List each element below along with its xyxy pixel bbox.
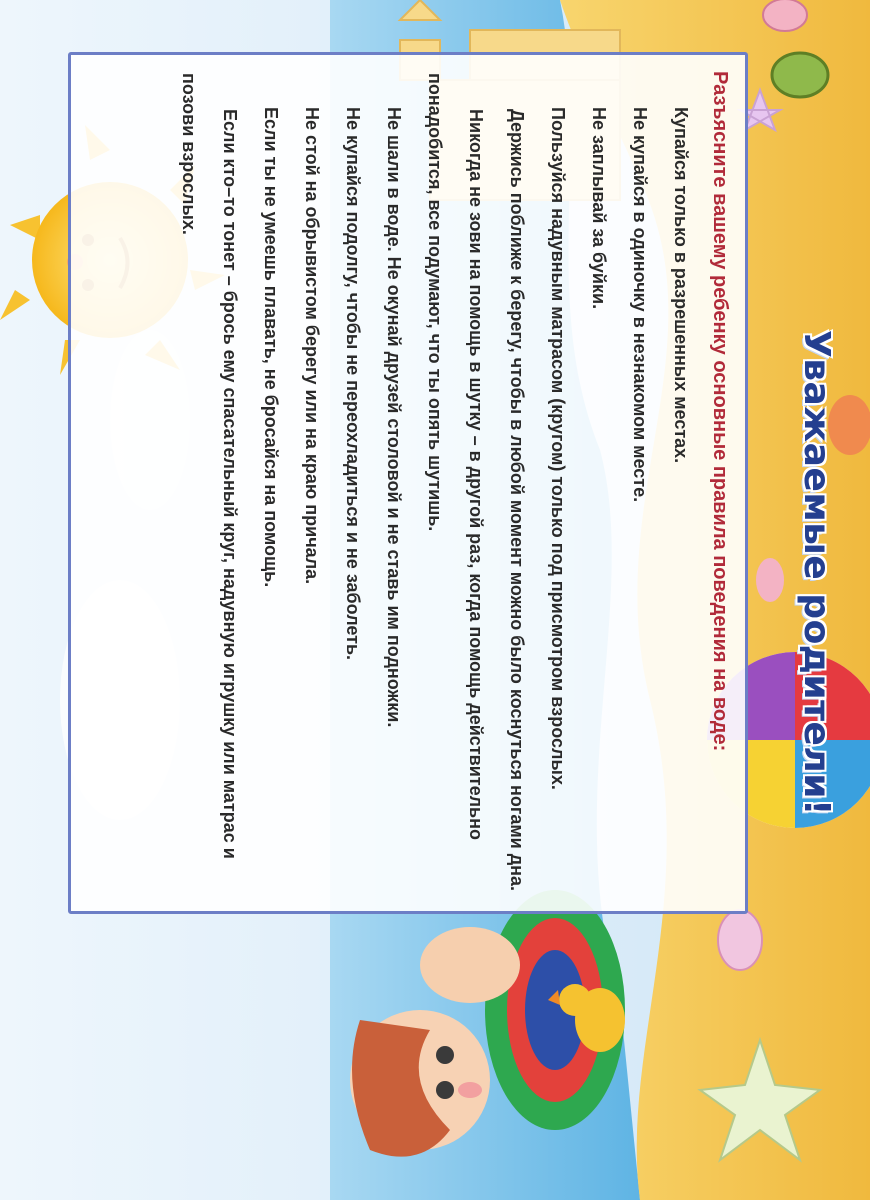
rule-item: Не шали в воде. Не окунай друзей столовой и не ставь им подножки. <box>384 107 404 728</box>
rule-item: Не купайся подолгу, чтобы не переохладиться и не заболеть. <box>343 107 363 661</box>
rules-card <box>68 52 748 914</box>
rule-item: Не купайся в одиночку в незнакомом месте. <box>630 107 650 503</box>
rule-item: Никогда не зови на помощь в шутку – в другой раз, когда помощь действительно понадобится, все подумают, что ты опять шутишь. <box>425 73 486 840</box>
rule-item: Не стой на обрывистом берегу или на краю причала. <box>302 107 322 585</box>
rule-item: Не заплывай за буйки. <box>589 107 609 310</box>
rule-item: Пользуйся надувным матрасом (кругом) только под присмотром взрослых. <box>548 107 568 790</box>
rules-subtitle: Разъясните вашему ребенку основные правила поведения на воде: <box>709 71 731 752</box>
rule-item: Если кто–то тонет – брось ему спасательный круг, надувную игрушку или матрас и позови взрослых. <box>179 73 240 859</box>
rule-item: Если ты не умеешь плавать, не бросайся на помощь. <box>261 107 281 588</box>
rule-item: Держись поближе к берегу, чтобы в любой момент можно было коснуться ногами дна. <box>507 109 527 892</box>
page-title: Уважаемые родители! <box>796 330 837 816</box>
rule-item: Купайся только в разрешенных местах. <box>671 107 691 464</box>
rules-list <box>168 71 701 893</box>
